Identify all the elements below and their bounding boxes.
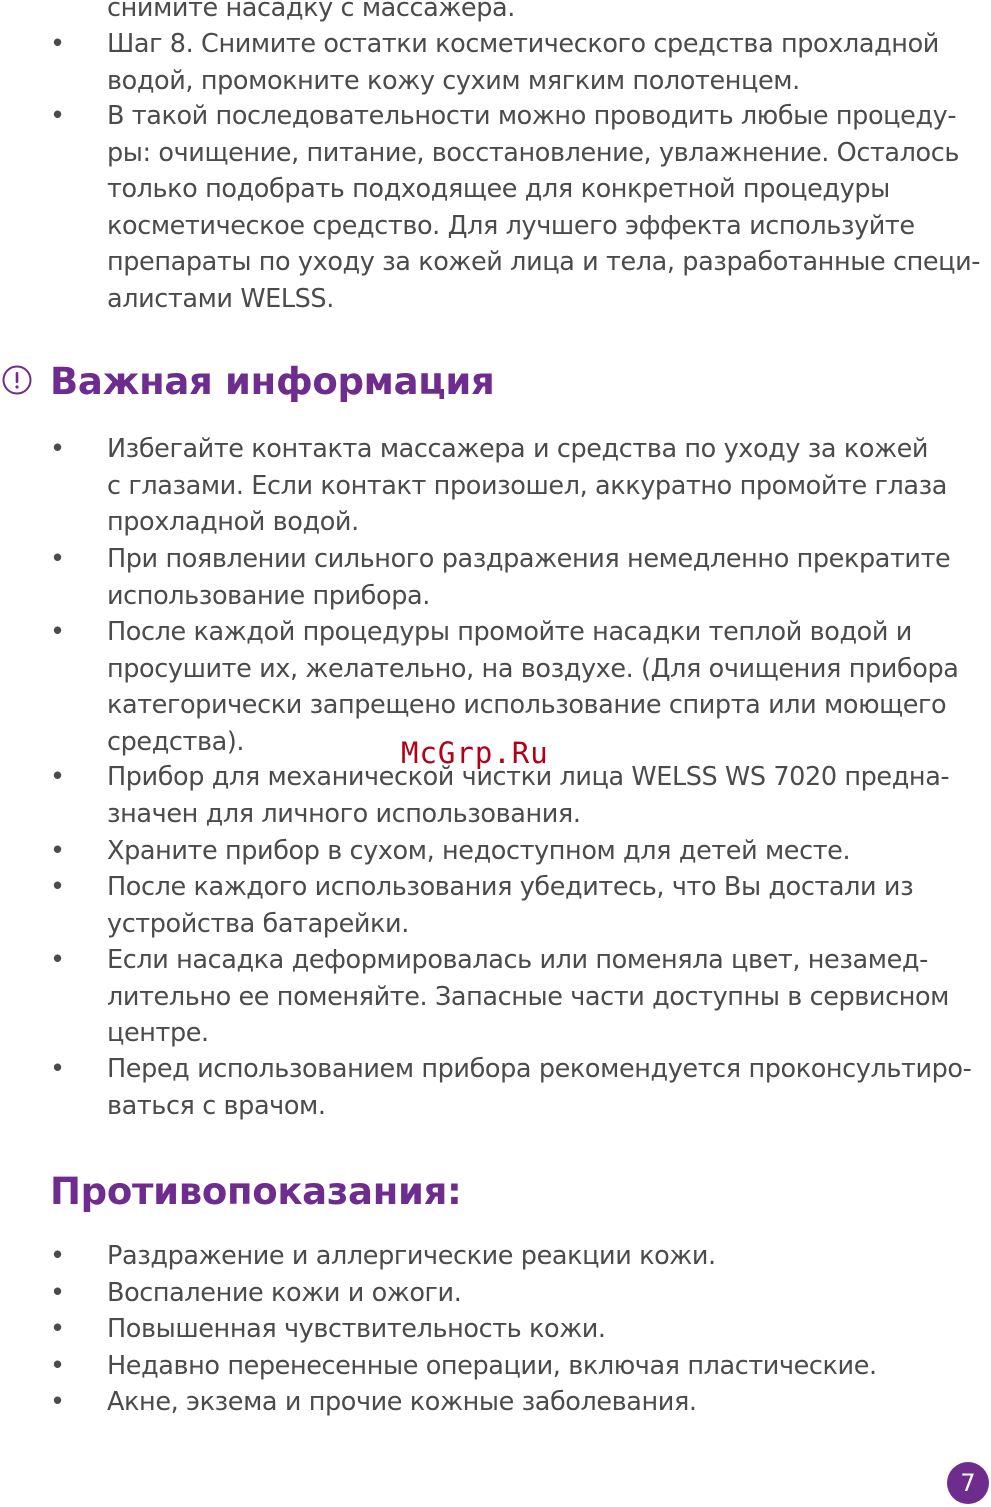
- text-line: косметическое средство. Для лучшего эффекта используйте: [107, 210, 915, 241]
- text-line: Раздражение и аллергические реакции кожи.: [107, 1241, 716, 1271]
- important-bullet-7: [50, 942, 987, 1052]
- text-line: средства).: [107, 726, 245, 757]
- section-heading-contraindications: Противопоказания:: [50, 1170, 462, 1213]
- text-line: В такой последовательности можно проводить любые процеду-: [107, 101, 957, 131]
- text-line: Храните прибор в сухом, недоступном для детей месте.: [107, 836, 851, 866]
- bullet-marker: •: [50, 1054, 65, 1084]
- contra-bullet-4: [50, 1348, 987, 1385]
- important-bullet-5: [50, 833, 987, 870]
- text-line: использование прибора.: [107, 580, 430, 611]
- text-line: прохладной водой.: [107, 507, 359, 537]
- bullet-marker: •: [50, 434, 65, 464]
- important-bullet-1: [50, 431, 987, 541]
- bullet-marker: •: [50, 762, 65, 792]
- text-line: препараты по уходу за кожей лица и тела, разработанные специ-: [107, 247, 981, 277]
- bullet-marker: •: [50, 1387, 65, 1417]
- intro-continuation: [107, 0, 987, 27]
- text-line: Повышенная чувствительность кожи.: [107, 1314, 606, 1344]
- section-heading-important: Важная информация: [50, 360, 495, 403]
- intro-bullet-2: [50, 98, 987, 317]
- contra-bullet-1: [50, 1238, 987, 1275]
- text-line: центре.: [107, 1018, 209, 1048]
- text-line: водой, промокните кожу сухим мягким полотенцем.: [107, 65, 800, 96]
- intro-continuation-line: снимите насадку с массажера.: [107, 0, 515, 23]
- text-line: Недавно перенесенные операции, включая пластические.: [107, 1351, 877, 1381]
- text-line: ры: очищение, питание, восстановление, увлажнение. Осталось: [107, 137, 960, 168]
- text-line: При появлении сильного раздражения немедленно прекратите: [107, 544, 951, 574]
- text-line: с глазами. Если контакт произошел, аккуратно промойте глаза: [107, 470, 948, 501]
- bullet-marker: •: [50, 1241, 65, 1271]
- text-line: Перед использованием прибора рекомендуется проконсультиро-: [107, 1054, 972, 1084]
- text-line: лительно ее поменяйте. Запасные части доступны в сервисном: [107, 981, 950, 1012]
- bullet-marker: •: [50, 945, 65, 975]
- important-bullet-6: [50, 869, 987, 942]
- text-line: Прибор для механической чистки лица WELSS WS 7020 предна-: [107, 762, 950, 792]
- contra-bullet-3: [50, 1311, 987, 1348]
- important-bullet-2: [50, 541, 987, 614]
- text-line: Воспаление кожи и ожоги.: [107, 1278, 462, 1308]
- bullet-marker: •: [50, 29, 65, 59]
- bullet-marker: •: [50, 836, 65, 866]
- text-line: значен для личного использования.: [107, 798, 581, 829]
- bullet-marker: •: [50, 544, 65, 574]
- text-line: Шаг 8. Снимите остатки косметического средства прохладной: [107, 29, 939, 59]
- text-line: категорически запрещено использование спирта или моющего: [107, 690, 947, 720]
- bullet-marker: •: [50, 101, 65, 131]
- bullet-marker: •: [50, 1278, 65, 1308]
- text-line: просушите их, желательно, на воздухе. (Для очищения прибора: [107, 653, 959, 684]
- page-number-badge: 7: [947, 1462, 989, 1504]
- important-bullet-8: [50, 1051, 987, 1124]
- text-line: После каждой процедуры промойте насадки теплой водой и: [107, 617, 912, 647]
- exclamation-circle-icon: [2, 365, 32, 395]
- text-line: После каждого использования убедитесь, что Вы достали из: [107, 872, 914, 902]
- text-line: алистами WELSS.: [107, 283, 334, 314]
- bullet-marker: •: [50, 617, 65, 647]
- contra-bullet-5: [50, 1384, 987, 1421]
- bullet-marker: •: [50, 872, 65, 902]
- text-line: ваться с врачом.: [107, 1090, 326, 1121]
- intro-bullet-1: [50, 26, 987, 99]
- text-line: Избегайте контакта массажера и средства по уходу за кожей: [107, 434, 929, 464]
- bullet-marker: •: [50, 1351, 65, 1381]
- text-line: Если насадка деформировалась или поменяла цвет, незамед-: [107, 945, 928, 975]
- text-line: только подобрать подходящее для конкретной процедуры: [107, 174, 890, 204]
- contra-bullet-2: [50, 1275, 987, 1312]
- text-line: Акне, экзема и прочие кожные заболевания.: [107, 1387, 697, 1417]
- text-line: устройства батарейки.: [107, 908, 409, 939]
- bullet-marker: •: [50, 1314, 65, 1344]
- watermark: McGrp.Ru: [401, 736, 549, 770]
